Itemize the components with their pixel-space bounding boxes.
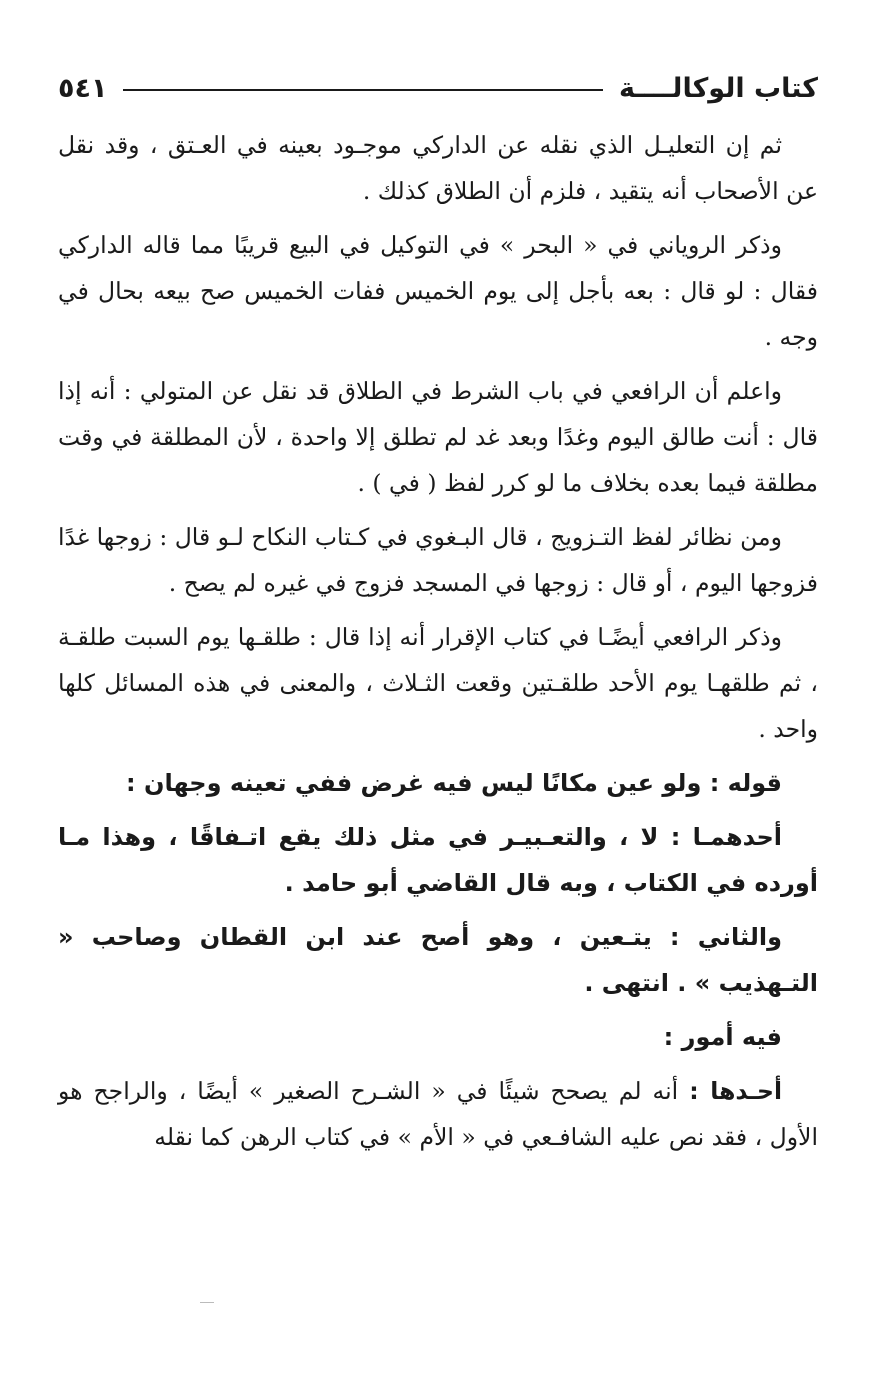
quoted-statement: قوله : ولو عين مكانًا ليس فيه غرض ففي تعينه وجهان : bbox=[126, 769, 782, 797]
paragraph-3: واعلم أن الرافعي في باب الشرط في الطلاق قد نقل عن المتولي : أنه إذا قال : أنت طالق اليوم وغدًا وبعد غد لم تطلق إلا واحدة ، لأن المطلقة في وقت مطلقة فيما بعده بخلاف ما لو كرر لفظ ( في ) . bbox=[58, 377, 818, 497]
quoted-first-view: أحدهمـا : لا ، والتعـبيـر في مثل ذلك يقع اتـفاقًا ، وهذا مـا أورده في الكتاب ، وبه قال القاضي أبو حامد . bbox=[58, 823, 818, 897]
header-rule bbox=[123, 89, 603, 91]
page-number: ٥٤١ bbox=[58, 72, 108, 104]
running-header bbox=[58, 68, 818, 108]
paragraph-4: ومن نظائر لفظ التـزويج ، قال البـغوي في كـتاب النكاح لـو قال : زوجها غدًا فزوجها اليوم ، أو قال : زوجها في المسجد فزوج في غيره لم يصح . bbox=[58, 523, 818, 597]
first-issue-text: أنه لم يصحح شيئًا في « الشـرح الصغير » أيضًا ، والراجح هو الأول ، فقد نص عليه الشافـعي في « الأم » في كتاب الرهن كما نقله bbox=[58, 1077, 818, 1151]
paragraph-1: ثم إن التعليـل الذي نقله عن الداركي موجـود بعينه في العـتق ، وقد نقل عن الأصحاب أنه يتقيد ، فلزم أن الطلاق كذلك . bbox=[58, 131, 818, 205]
footer-mark bbox=[200, 1302, 214, 1303]
issues-heading: فيه أمور : bbox=[663, 1023, 782, 1051]
quoted-second-view: والثاني : يتـعين ، وهو أصح عند ابن القطان وصاحب « التـهذيب » . انتهى . bbox=[58, 923, 818, 997]
first-issue-label: أحـدها : bbox=[689, 1077, 782, 1105]
paragraph-2: وذكر الروياني في « البحر » في التوكيل في البيع قريبًا مما قاله الداركي فقال : لو قال : بعه بأجل إلى يوم الخميس ففات الخميس صح بيعه بحال في وجه . bbox=[58, 231, 818, 351]
paragraph-5: وذكر الرافعي أيضًـا في كتاب الإقرار أنه إذا قال : طلقـها يوم السبت طلقـة ، ثم طلقهـا يوم الأحد طلقـتين وقعت الثـلاث ، والمعنى في هذه المسائل كلها واحد . bbox=[58, 623, 818, 743]
running-title: كتاب الوكالــــة bbox=[619, 72, 818, 104]
paragraph-first-issue bbox=[58, 1068, 818, 1160]
document-page bbox=[58, 68, 818, 1168]
